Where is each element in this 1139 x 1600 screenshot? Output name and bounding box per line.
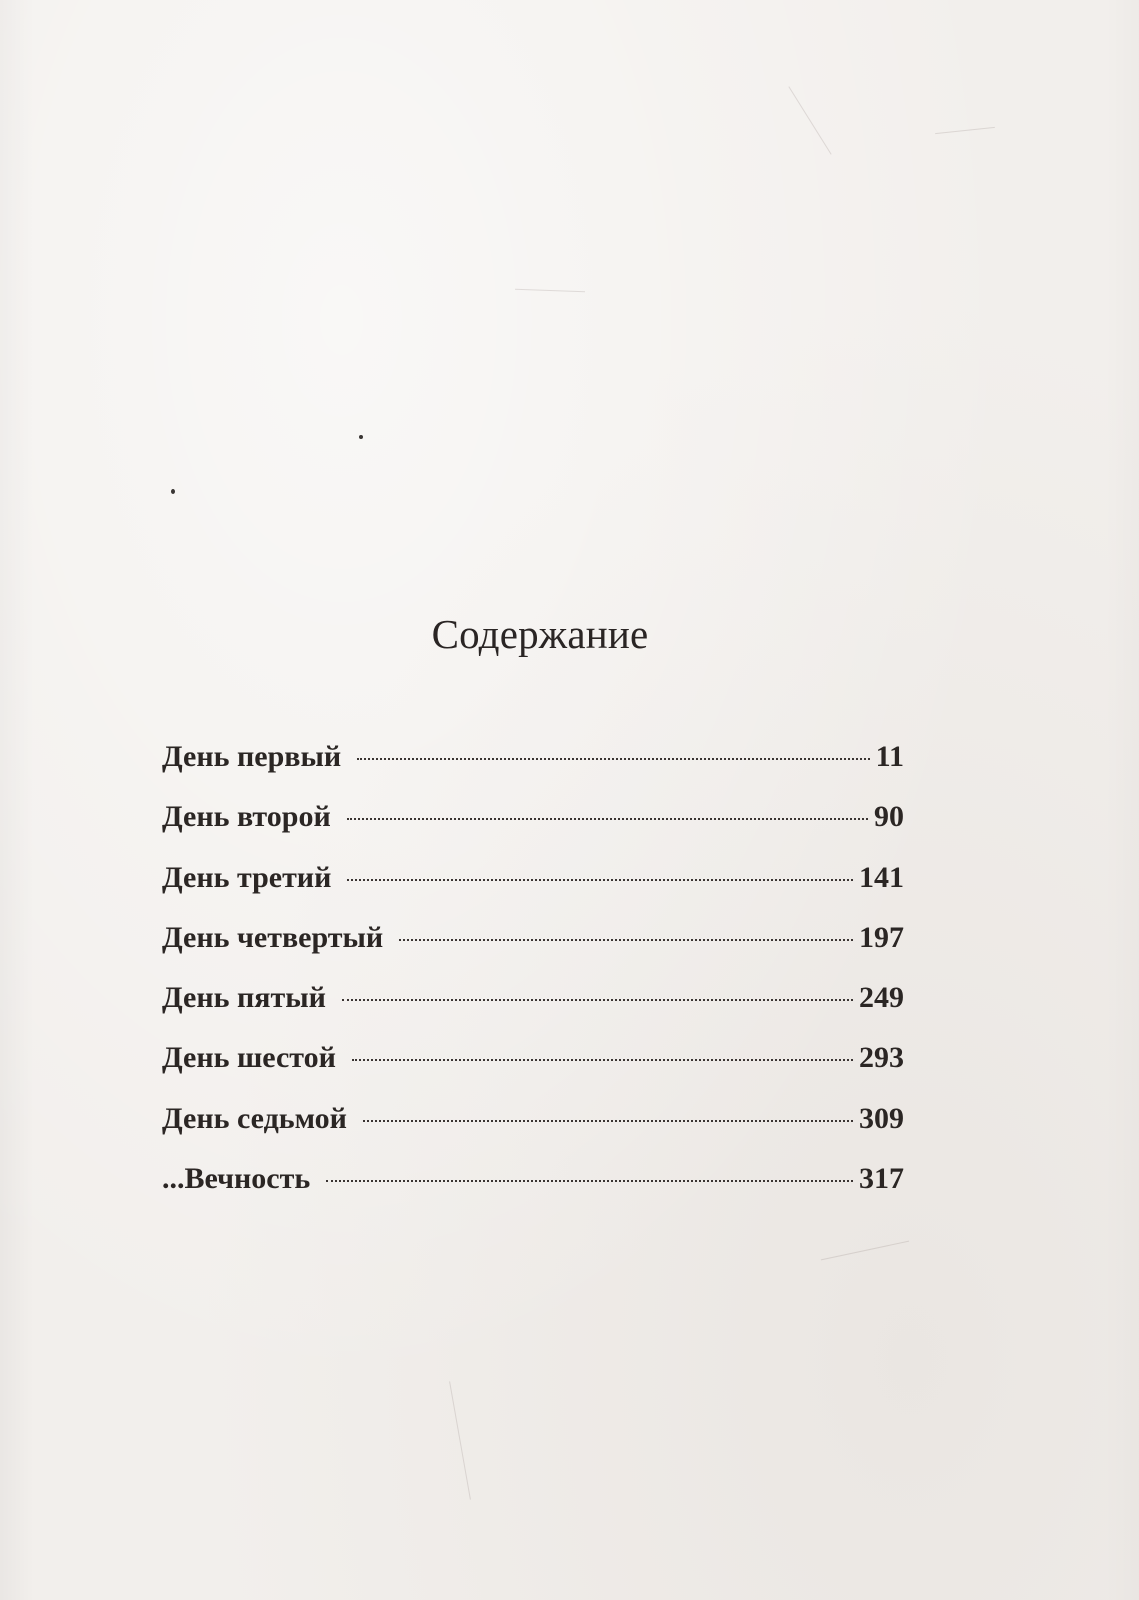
toc-entry-page: 309 bbox=[859, 1101, 904, 1135]
paper-speck bbox=[171, 489, 175, 494]
toc-entry bbox=[162, 861, 904, 921]
paper-fiber bbox=[935, 127, 995, 134]
toc-entry-label: День второй bbox=[162, 800, 331, 834]
toc-entry bbox=[162, 981, 904, 1041]
toc-entry bbox=[162, 1102, 904, 1162]
table-of-contents bbox=[162, 740, 904, 1222]
dot-leader bbox=[357, 758, 869, 760]
paper-speck bbox=[359, 435, 363, 439]
toc-entry-page: 317 bbox=[859, 1162, 904, 1196]
dot-leader bbox=[352, 1059, 853, 1061]
toc-entry-label: День пятый bbox=[162, 981, 326, 1015]
toc-entry bbox=[162, 921, 904, 981]
toc-entry-page: 249 bbox=[859, 981, 904, 1015]
toc-entry-label: День седьмой bbox=[162, 1101, 347, 1135]
toc-entry-page: 293 bbox=[859, 1041, 904, 1075]
toc-entry bbox=[162, 1041, 904, 1101]
toc-entry-label: День четвертый bbox=[162, 920, 384, 954]
toc-entry-page: 90 bbox=[874, 800, 904, 834]
toc-entry bbox=[162, 1162, 904, 1222]
toc-entry-label: День первый bbox=[162, 740, 342, 773]
toc-entry bbox=[162, 740, 904, 800]
toc-entry-page: 197 bbox=[859, 920, 904, 954]
page-title: Содержание bbox=[431, 611, 649, 657]
dot-leader bbox=[342, 999, 853, 1001]
toc-entry-page: 141 bbox=[859, 860, 904, 894]
toc-entry bbox=[162, 800, 904, 860]
dot-leader bbox=[347, 818, 868, 820]
paper-fiber bbox=[788, 86, 831, 154]
paper-fiber bbox=[449, 1381, 471, 1499]
toc-entry-label: ...Вечность bbox=[162, 1162, 311, 1196]
toc-entry-label: День третий bbox=[162, 860, 332, 894]
dot-leader bbox=[326, 1180, 853, 1182]
toc-entry-page: 11 bbox=[875, 740, 904, 773]
dot-leader bbox=[363, 1120, 853, 1122]
toc-entry-label: День шестой bbox=[162, 1041, 336, 1075]
dot-leader bbox=[399, 939, 853, 941]
paper-fiber bbox=[821, 1241, 909, 1261]
paper-fiber bbox=[515, 289, 585, 292]
dot-leader bbox=[347, 879, 853, 881]
